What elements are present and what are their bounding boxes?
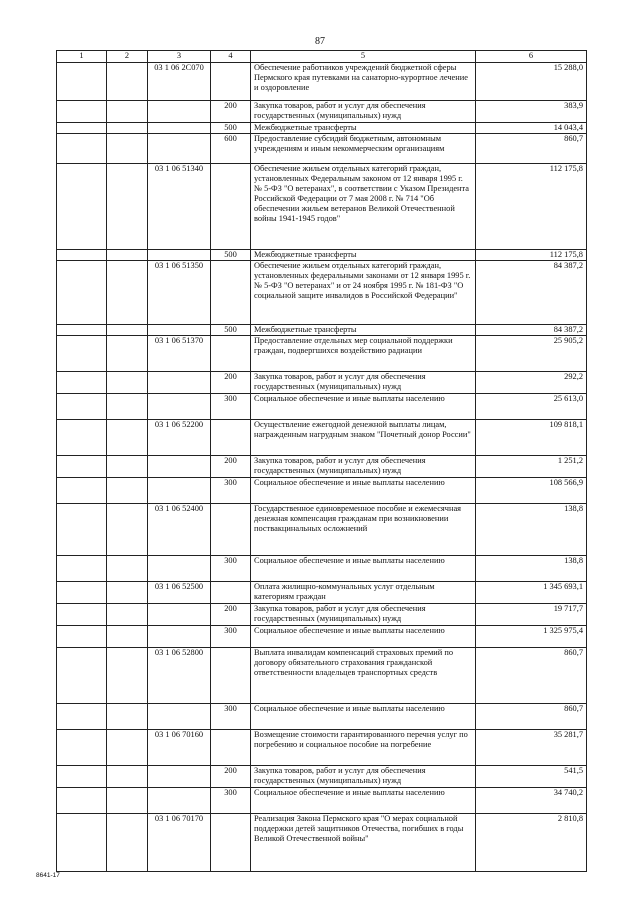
empty-cell: [107, 478, 148, 504]
column-number: 1: [57, 51, 107, 63]
table-row: [57, 730, 587, 766]
empty-cell: [57, 648, 107, 704]
table-row: [57, 582, 587, 604]
table-row: [57, 420, 587, 456]
description-cell: Реализация Закона Пермского края "О мерах социальной поддержки детей защитников Отечества, погибших в годы Великой Отечественной войны": [251, 814, 476, 872]
empty-cell: [57, 336, 107, 372]
amount-cell: 138,8: [476, 556, 587, 582]
expense-type-cell: 200: [211, 604, 251, 626]
expense-type-cell: [211, 648, 251, 704]
empty-cell: [107, 504, 148, 556]
target-code-cell: 03 1 06 70170: [148, 814, 211, 872]
empty-cell: [57, 372, 107, 394]
empty-cell: [107, 261, 148, 325]
empty-cell: [107, 604, 148, 626]
description-cell: Предоставление отдельных мер социальной поддержки граждан, подвергшихся воздействию радиации: [251, 336, 476, 372]
description-cell: Оплата жилищно-коммунальных услуг отдельным категориям граждан: [251, 582, 476, 604]
empty-cell: [57, 604, 107, 626]
budget-table: [56, 50, 587, 872]
amount-cell: 860,7: [476, 704, 587, 730]
amount-cell: 1 325 975,4: [476, 626, 587, 648]
table-row: [57, 788, 587, 814]
amount-cell: 84 387,2: [476, 261, 587, 325]
amount-cell: 860,7: [476, 648, 587, 704]
empty-cell: [107, 250, 148, 261]
amount-cell: 138,8: [476, 504, 587, 556]
target-code-cell: [148, 788, 211, 814]
description-cell: Социальное обеспечение и иные выплаты населению: [251, 788, 476, 814]
empty-cell: [107, 134, 148, 164]
description-cell: Социальное обеспечение и иные выплаты населению: [251, 556, 476, 582]
empty-cell: [107, 456, 148, 478]
target-code-cell: 03 1 06 2С070: [148, 63, 211, 101]
table-row: [57, 63, 587, 101]
target-code-cell: 03 1 06 51350: [148, 261, 211, 325]
expense-type-cell: 300: [211, 626, 251, 648]
table-row: [57, 250, 587, 261]
empty-cell: [57, 164, 107, 250]
expense-type-cell: 200: [211, 766, 251, 788]
column-number-row: [57, 51, 587, 63]
target-code-cell: [148, 604, 211, 626]
empty-cell: [57, 325, 107, 336]
amount-cell: 25 613,0: [476, 394, 587, 420]
table-row: [57, 394, 587, 420]
empty-cell: [57, 456, 107, 478]
column-number: 2: [107, 51, 148, 63]
description-cell: Обеспечение жильем отдельных категорий граждан, установленных Федеральным законом от 12 января 1995 г. № 5-ФЗ "О ветеранах", в соответствии с Указом Президента Российской Федерации от 7 мая 2008 г. № 714 "Об обеспечении жильем ветеранов Великой Отечественной войны 1941-1945 годов": [251, 164, 476, 250]
expense-type-cell: 500: [211, 123, 251, 134]
table-row: [57, 648, 587, 704]
empty-cell: [57, 704, 107, 730]
description-cell: Закупка товаров, работ и услуг для обеспечения государственных (муниципальных) нужд: [251, 604, 476, 626]
description-cell: Закупка товаров, работ и услуг для обеспечения государственных (муниципальных) нужд: [251, 766, 476, 788]
expense-type-cell: [211, 63, 251, 101]
amount-cell: 2 810,8: [476, 814, 587, 872]
target-code-cell: 03 1 06 51370: [148, 336, 211, 372]
table-row: [57, 336, 587, 372]
empty-cell: [57, 63, 107, 101]
target-code-cell: 03 1 06 70160: [148, 730, 211, 766]
table-row: [57, 134, 587, 164]
empty-cell: [107, 648, 148, 704]
amount-cell: 1 345 693,1: [476, 582, 587, 604]
target-code-cell: [148, 478, 211, 504]
empty-cell: [107, 766, 148, 788]
target-code-cell: 03 1 06 52400: [148, 504, 211, 556]
empty-cell: [107, 556, 148, 582]
target-code-cell: [148, 101, 211, 123]
empty-cell: [57, 420, 107, 456]
description-cell: Обеспечение работников учреждений бюджетной сферы Пермского края путевками на санаторно-курортное лечение и оздоровление: [251, 63, 476, 101]
target-code-cell: [148, 704, 211, 730]
empty-cell: [107, 704, 148, 730]
description-cell: Закупка товаров, работ и услуг для обеспечения государственных (муниципальных) нужд: [251, 456, 476, 478]
empty-cell: [57, 504, 107, 556]
amount-cell: 15 288,0: [476, 63, 587, 101]
empty-cell: [107, 372, 148, 394]
expense-type-cell: [211, 814, 251, 872]
expense-type-cell: [211, 582, 251, 604]
amount-cell: 541,5: [476, 766, 587, 788]
empty-cell: [57, 626, 107, 648]
empty-cell: [107, 63, 148, 101]
column-number: 5: [251, 51, 476, 63]
target-code-cell: [148, 456, 211, 478]
expense-type-cell: 300: [211, 556, 251, 582]
description-cell: Закупка товаров, работ и услуг для обеспечения государственных (муниципальных) нужд: [251, 101, 476, 123]
target-code-cell: [148, 626, 211, 648]
amount-cell: 108 566,9: [476, 478, 587, 504]
description-cell: Межбюджетные трансферты: [251, 123, 476, 134]
target-code-cell: 03 1 06 52200: [148, 420, 211, 456]
expense-type-cell: [211, 504, 251, 556]
empty-cell: [57, 788, 107, 814]
target-code-cell: [148, 394, 211, 420]
empty-cell: [107, 420, 148, 456]
expense-type-cell: [211, 420, 251, 456]
expense-type-cell: 300: [211, 394, 251, 420]
empty-cell: [107, 626, 148, 648]
target-code-cell: [148, 556, 211, 582]
empty-cell: [107, 325, 148, 336]
empty-cell: [57, 261, 107, 325]
empty-cell: [57, 134, 107, 164]
description-cell: Возмещение стоимости гарантированного перечня услуг по погребению и социальное пособие на погребение: [251, 730, 476, 766]
empty-cell: [107, 123, 148, 134]
expense-type-cell: [211, 164, 251, 250]
description-cell: Осуществление ежегодной денежной выплаты лицам, награжденным нагрудным знаком "Почетный донор России": [251, 420, 476, 456]
empty-cell: [107, 788, 148, 814]
table-row: [57, 556, 587, 582]
table-row: [57, 504, 587, 556]
empty-cell: [57, 101, 107, 123]
page-number: 87: [315, 36, 325, 47]
description-cell: Социальное обеспечение и иные выплаты населению: [251, 626, 476, 648]
description-cell: Социальное обеспечение и иные выплаты населению: [251, 478, 476, 504]
expense-type-cell: 200: [211, 101, 251, 123]
description-cell: Предоставление субсидий бюджетным, автономным учреждениям и иным некоммерческим организациям: [251, 134, 476, 164]
empty-cell: [107, 164, 148, 250]
table-row: [57, 101, 587, 123]
description-cell: Социальное обеспечение и иные выплаты населению: [251, 704, 476, 730]
empty-cell: [107, 730, 148, 766]
amount-cell: 109 818,1: [476, 420, 587, 456]
expense-type-cell: 200: [211, 456, 251, 478]
table-row: [57, 478, 587, 504]
amount-cell: 383,9: [476, 101, 587, 123]
empty-cell: [57, 556, 107, 582]
empty-cell: [57, 123, 107, 134]
table-row: [57, 123, 587, 134]
description-cell: Межбюджетные трансферты: [251, 325, 476, 336]
expense-type-cell: 500: [211, 250, 251, 261]
expense-type-cell: 300: [211, 478, 251, 504]
table-row: [57, 261, 587, 325]
expense-type-cell: [211, 261, 251, 325]
description-cell: Межбюджетные трансферты: [251, 250, 476, 261]
target-code-cell: 03 1 06 51340: [148, 164, 211, 250]
description-cell: Закупка товаров, работ и услуг для обеспечения государственных (муниципальных) нужд: [251, 372, 476, 394]
column-number: 3: [148, 51, 211, 63]
expense-type-cell: 300: [211, 788, 251, 814]
expense-type-cell: 500: [211, 325, 251, 336]
amount-cell: 112 175,8: [476, 164, 587, 250]
target-code-cell: 03 1 06 52500: [148, 582, 211, 604]
amount-cell: 34 740,2: [476, 788, 587, 814]
amount-cell: 112 175,8: [476, 250, 587, 261]
target-code-cell: [148, 325, 211, 336]
column-number: 6: [476, 51, 587, 63]
amount-cell: 25 905,2: [476, 336, 587, 372]
table-row: [57, 814, 587, 872]
target-code-cell: [148, 134, 211, 164]
empty-cell: [107, 336, 148, 372]
amount-cell: 19 717,7: [476, 604, 587, 626]
footer-code: 8641-17: [36, 872, 60, 879]
amount-cell: 84 387,2: [476, 325, 587, 336]
amount-cell: 35 281,7: [476, 730, 587, 766]
empty-cell: [57, 582, 107, 604]
expense-type-cell: [211, 336, 251, 372]
expense-type-cell: 600: [211, 134, 251, 164]
description-cell: Выплата инвалидам компенсаций страховых премий по договору обязательного страхования гражданской ответственности владельцев транспортных средств: [251, 648, 476, 704]
target-code-cell: [148, 372, 211, 394]
target-code-cell: [148, 123, 211, 134]
empty-cell: [57, 478, 107, 504]
table-row: [57, 325, 587, 336]
table-row: [57, 456, 587, 478]
expense-type-cell: [211, 730, 251, 766]
empty-cell: [57, 394, 107, 420]
amount-cell: 860,7: [476, 134, 587, 164]
empty-cell: [57, 814, 107, 872]
empty-cell: [107, 394, 148, 420]
description-cell: Обеспечение жильем отдельных категорий граждан, установленных федеральными законами от 12 января 1995 г. № 5-ФЗ "О ветеранах" и от 24 ноября 1995 г. № 181-ФЗ "О социальной защите инвалидов в Российской Федерации": [251, 261, 476, 325]
amount-cell: 14 043,4: [476, 123, 587, 134]
table-row: [57, 372, 587, 394]
table-row: [57, 766, 587, 788]
table-row: [57, 704, 587, 730]
target-code-cell: [148, 766, 211, 788]
column-number: 4: [211, 51, 251, 63]
table-row: [57, 604, 587, 626]
empty-cell: [57, 766, 107, 788]
target-code-cell: 03 1 06 52800: [148, 648, 211, 704]
empty-cell: [57, 250, 107, 261]
target-code-cell: [148, 250, 211, 261]
expense-type-cell: 200: [211, 372, 251, 394]
empty-cell: [107, 582, 148, 604]
expense-type-cell: 300: [211, 704, 251, 730]
empty-cell: [57, 730, 107, 766]
amount-cell: 1 251,2: [476, 456, 587, 478]
table-row: [57, 164, 587, 250]
description-cell: Социальное обеспечение и иные выплаты населению: [251, 394, 476, 420]
empty-cell: [107, 101, 148, 123]
amount-cell: 292,2: [476, 372, 587, 394]
description-cell: Государственное единовременное пособие и ежемесячная денежная компенсация гражданам при возникновении поствакцинальных осложнений: [251, 504, 476, 556]
empty-cell: [107, 814, 148, 872]
table-row: [57, 626, 587, 648]
